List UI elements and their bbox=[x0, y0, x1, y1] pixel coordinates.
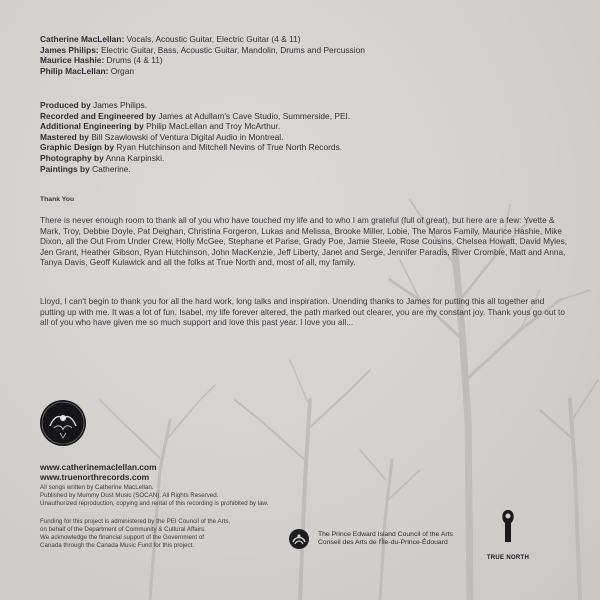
credit-line: Maurice Hashie: Drums (4 & 11) bbox=[40, 55, 163, 66]
thank-you-heading: Thank You bbox=[40, 196, 75, 203]
credit-line: James Philips: Electric Guitar, Bass, Acoustic Guitar, Mandolin, Drums and Percussion bbox=[40, 44, 365, 55]
legal-notice bbox=[40, 484, 268, 508]
production-line: Photography by Anna Karpinski. bbox=[40, 152, 165, 163]
legal-line: All songs written by Catherine MacLellan. bbox=[40, 484, 154, 491]
arts-council-icon bbox=[288, 528, 310, 550]
production-line: Paintings by Catherine. bbox=[40, 163, 131, 174]
legal-line: Published by Mummy Dust Music (SOCAN). All Rights Reserved. bbox=[40, 492, 219, 499]
musician-credits bbox=[40, 34, 570, 76]
production-credits bbox=[40, 100, 570, 174]
production-line: Graphic Design by Ryan Hutchinson and Mitchell Nevins of True North Records. bbox=[40, 142, 343, 153]
funding-line: Funding for this project is administered by the PEI Council of the Arts, bbox=[40, 518, 231, 525]
legal-line: Unauthorized reproduction, copying and rental of this recording is prohibited by law. bbox=[40, 500, 269, 507]
funding-notice bbox=[40, 518, 230, 550]
credit-line: Catherine MacLellan: Vocals, Acoustic Guitar, Electric Guitar (4 & 11) bbox=[40, 34, 301, 44]
pei-arts-council-logo bbox=[288, 528, 453, 550]
production-line: Mastered by Bill Szawlowski of Ventura Digital Audio in Montreal. bbox=[40, 131, 284, 142]
funding-line: on behalf of the Department of Community & Cultural Affairs. bbox=[40, 526, 206, 533]
true-north-icon bbox=[497, 508, 519, 548]
true-north-records-logo bbox=[478, 508, 538, 561]
funding-line: We acknowledge the financial support of the Government of bbox=[40, 534, 204, 541]
true-north-label: TRUE NORTH bbox=[486, 555, 530, 561]
funding-line: Canada through the Canada Music Fund for this project. bbox=[40, 542, 195, 549]
production-line: Recorded and Engineered by James at Adullam's Cave Studio, Summerside, PEI. bbox=[40, 110, 351, 121]
label-website-link[interactable]: www.truenorthrecords.com bbox=[40, 472, 150, 483]
thank-you-paragraph: There is never enough room to thank all of you who have touched my life and to who I am grateful (full of great), but here are a few: Yvette & Mark, Troy, Debbie Doyle, Pat Deighan, Christina Forgeron, Lukas and Melissa, Brooke Miller, Lobie, The Maros Family, Maurice Hashie, Mike Dixon, all the Out From Under Crew, Holly McGee, Stephane et Parise, Grady Poe, Jamie Steele, Rose Cousins, Chelsea Howatt, David Myles, Jen Grant, Heather Gibson, Ryan Hutchinson, John MacKenzie, Jeff Liberty, Janet and Serge, Jennifer Paradis, River Crombie, Matt and Anna, Tanya Davis, Geoff Kulawick and all the folks at True North and, most of all, my family. bbox=[40, 215, 568, 268]
production-line: Additional Engineering by Philip MacLellan and Troy McArthur. bbox=[40, 121, 281, 132]
website-links bbox=[40, 462, 157, 483]
production-line: Produced by James Philips. bbox=[40, 100, 148, 110]
artist-website-link[interactable]: www.catherinemaclellan.com bbox=[40, 462, 157, 472]
artist-emblem-icon bbox=[40, 400, 86, 446]
council-name-english: The Prince Edward Island Council of the Arts bbox=[318, 530, 453, 538]
council-name-french: Conseil des Arts de l'Île-du-Prince-Édouard bbox=[318, 539, 448, 546]
dedication-paragraph: Lloyd, I can't begin to thank you for all the hard work, long talks and inspiration. Unending thanks to James for putting this all together and putting up with me. It was a lot of fun. Isabel, my life forever altered, the path marked out clearer, you are my constant joy. Thank yous go out to all of you who have given me so much support and love this past year. I love you all... bbox=[40, 296, 565, 328]
credit-line: Philip MacLellan: Organ bbox=[40, 65, 135, 76]
